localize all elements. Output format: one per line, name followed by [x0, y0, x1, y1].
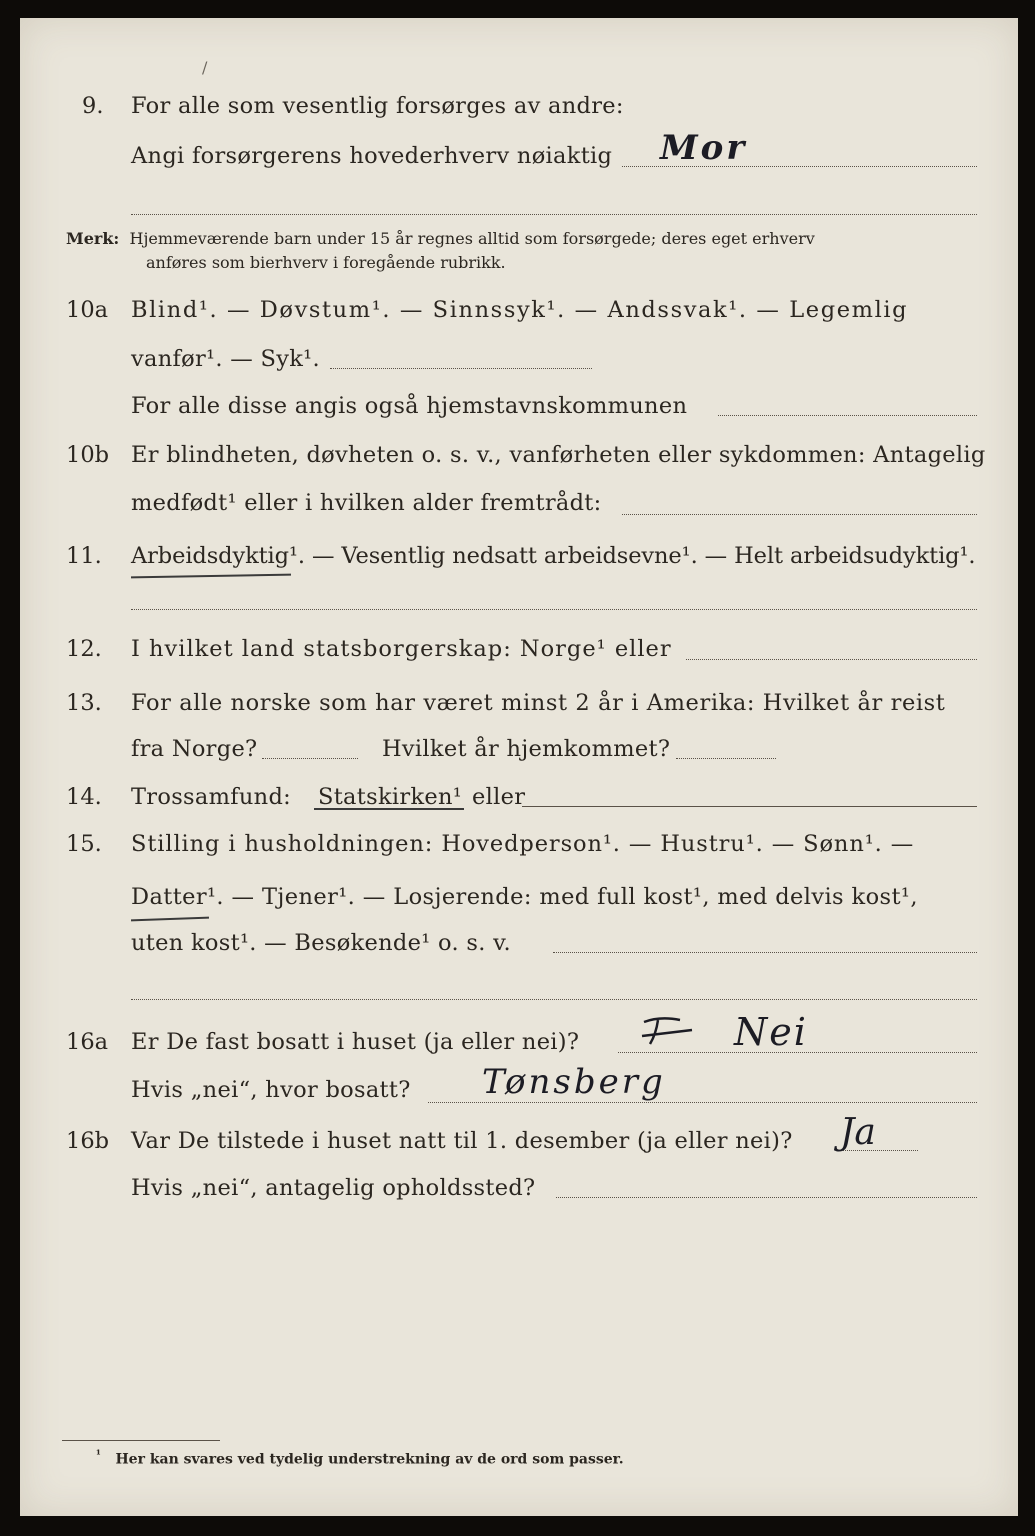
q12-answer-line [686, 659, 977, 660]
footnote-text: Her kan svares ved tydelig understrekning av de ord som passer. [115, 1451, 624, 1468]
q13-line1: For alle norske som har været minst 2 år i Amerika: Hvilket år reist [131, 690, 946, 716]
crossed-out-icon [640, 1014, 700, 1048]
q16b-opholdssted-line [556, 1197, 977, 1198]
footnote [96, 1448, 624, 1468]
q16b-line2: Hvis „nei“, antagelig opholdssted? [131, 1175, 536, 1201]
q14-number: 14. [66, 784, 102, 810]
q10a-number: 10a [66, 297, 109, 323]
footnote-mark: ¹ [96, 1448, 101, 1461]
stray-pencil-mark: / [202, 58, 208, 77]
q16b-handwritten-answer1: Ja [840, 1112, 876, 1153]
q13-number: 13. [66, 690, 102, 716]
q13-line2a: fra Norge? [131, 736, 258, 762]
q12-number: 12. [66, 636, 102, 662]
q15-number: 15. [66, 831, 102, 857]
q9-handwritten-answer: Mor [660, 128, 748, 168]
merk-label: Merk: [66, 229, 120, 248]
q12-line1: I hvilket land statsborgerskap: Norge¹ eller [131, 636, 672, 662]
q15-answer-line [553, 952, 977, 953]
q9-answer-line-2 [131, 214, 977, 215]
q9-line2: Angi forsørgerens hovederhverv nøiaktig [131, 143, 613, 169]
q16b-line1: Var De tilstede i huset natt til 1. desember (ja eller nei)? [131, 1128, 793, 1154]
merk-text-1: Hjemmeværende barn under 15 år regnes alltid som forsørgede; deres eget erhverv [129, 229, 815, 248]
q10b-line2: medfødt¹ eller i hvilken alder fremtrådt: [131, 490, 602, 516]
q15-line2: Datter¹. — Tjener¹. — Losjerende: med full kost¹, med delvis kost¹, [131, 884, 918, 910]
q13-hjemkommet-line [676, 758, 776, 759]
q14-underline-statskirken [314, 808, 464, 810]
q11-answer-line [131, 609, 977, 610]
q10a-answer-line [330, 368, 592, 369]
q16a-number: 16a [66, 1029, 109, 1055]
q14-eller: eller [472, 784, 526, 810]
q10b-number: 10b [66, 442, 110, 468]
merk-note-line2: anføres som bierhverv i foregående rubrikk. [146, 253, 506, 272]
q16a-bosatt-line [428, 1102, 977, 1103]
q10a-hjemstavn-line [718, 415, 977, 416]
q16b-number: 16b [66, 1128, 110, 1154]
q14-statskirken: Statskirken¹ [318, 784, 463, 810]
q10b-line1: Er blindheten, døvheten o. s. v., vanførheten eller sykdommen: Antagelig [131, 442, 986, 468]
q16a-handwritten-answer2: Tønsberg [482, 1062, 666, 1102]
q11-line1: Arbeidsdyktig¹. — Vesentlig nedsatt arbeidsevne¹. — Helt arbeidsudyktig¹. [131, 543, 976, 569]
q14-label: Trossamfund: [131, 784, 292, 810]
q9-number: 9. [82, 93, 104, 119]
q15-line3: uten kost¹. — Besøkende¹ o. s. v. [131, 930, 511, 956]
q14-answer-line [522, 806, 977, 807]
q10b-answer-line [622, 514, 977, 515]
q16a-line1: Er De fast bosatt i huset (ja eller nei)? [131, 1029, 580, 1055]
q16a-crossed-mark [640, 1014, 700, 1044]
q9-line1: For alle som vesentlig forsørges av andre: [131, 93, 624, 119]
q13-line2b: Hvilket år hjemkommet? [382, 736, 671, 762]
q16a-handwritten-answer1: Nei [734, 1010, 808, 1054]
q15-answer-line-2 [131, 999, 977, 1000]
q11-number: 11. [66, 543, 102, 569]
footnote-rule [62, 1440, 220, 1441]
q10a-line1: Blind¹. — Døvstum¹. — Sinnssyk¹. — Andssvak¹. — Legemlig [131, 297, 909, 323]
q13-reist-line [262, 758, 358, 759]
q15-line1: Stilling i husholdningen: Hovedperson¹. — Hustru¹. — Sønn¹. — [131, 831, 915, 857]
q16a-line2: Hvis „nei“, hvor bosatt? [131, 1077, 411, 1103]
q10a-line3: For alle disse angis også hjemstavnskommunen [131, 393, 688, 419]
q10a-line2: vanfør¹. — Syk¹. [131, 346, 320, 372]
merk-note-line1 [66, 229, 815, 248]
